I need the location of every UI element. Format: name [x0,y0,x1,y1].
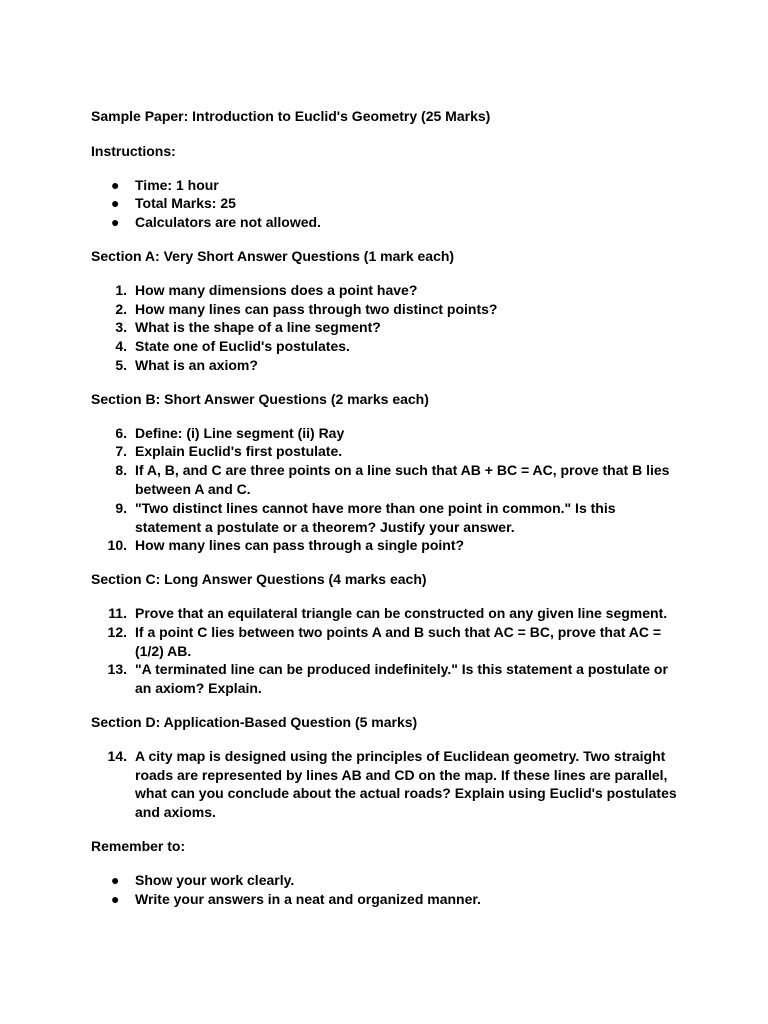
reminder-heading: Remember to: [91,837,186,854]
instructions-list [91,176,681,232]
reminder-list [91,871,681,909]
question-item [91,623,681,661]
reminder-text: Write your answers in a neat and organized manner. [135,890,481,907]
section-a-questions [91,281,681,375]
question-item [91,461,681,499]
question-text: Define: (i) Line segment (ii) Ray [135,424,345,441]
paper-title: Sample Paper: Introduction to Euclid's Geometry (25 Marks) [91,108,491,124]
section-c-questions [91,604,681,698]
question-item [91,747,681,822]
reminder-item [91,871,681,890]
question-text: How many dimensions does a point have? [135,281,418,298]
instruction-item [91,194,681,213]
reminder-text: Show your work clearly. [135,871,295,888]
bullet-icon: ● [111,871,120,888]
question-item [91,660,681,698]
question-item [91,604,681,623]
question-number: 12. [107,623,127,640]
question-number: 5. [115,356,127,373]
instruction-text: Total Marks: 25 [135,195,236,212]
question-number: 11. [108,604,127,621]
question-text: Explain Euclid's first postulate. [135,443,343,460]
question-text: If a point C lies between two points A and B such that AC = BC, prove that AC = (1/2) AB. [135,623,662,659]
question-item [91,281,681,300]
question-number: 3. [115,319,127,336]
question-number: 4. [115,338,127,355]
bullet-icon: ● [111,195,120,212]
reminder-item [91,890,681,909]
instruction-item [91,213,681,232]
question-number: 9. [115,499,127,516]
question-item [91,300,681,319]
question-item [91,536,681,555]
section-d-heading: Section D: Application-Based Question (5 marks) [91,713,418,730]
question-text: If A, B, and C are three points on a line such that AB + BC = AC, prove that B lies between A and C. [135,462,670,497]
question-text: How many lines can pass through two distinct points? [135,300,498,317]
question-text: "A terminated line can be produced indefinitely." Is this statement a postulate or an axiom? Explain. [135,661,668,697]
question-number: 13. [107,661,127,678]
section-c-heading: Section C: Long Answer Questions (4 marks each) [91,571,427,588]
question-text: "Two distinct lines cannot have more than one point in common." Is this statement a postulate or a theorem? Justify your answer. [135,499,616,535]
instruction-text: Time: 1 hour [135,176,219,193]
question-number: 14. [107,747,127,764]
question-text: A city map is designed using the principles of Euclidean geometry. Two straight roads are represented by lines AB and CD on the map. If these lines are parallel, what can you conclude about the actual roads? Explain using Euclid's postulates and axioms. [135,747,677,821]
question-text: Prove that an equilateral triangle can be constructed on any given line segment. [135,604,668,621]
bullet-icon: ● [111,890,120,907]
question-text: What is the shape of a line segment? [135,319,381,336]
question-item [91,337,681,356]
instruction-item [91,176,681,195]
section-d-questions [91,747,681,822]
question-item [91,356,681,375]
document-page [91,107,681,908]
question-item [91,318,681,337]
section-a-heading: Section A: Very Short Answer Questions (1 mark each) [91,247,455,264]
instructions-heading: Instructions: [91,142,176,159]
question-number: 2. [115,300,127,317]
question-number: 7. [115,443,127,460]
question-item [91,442,681,461]
section-b-questions [91,424,681,556]
question-text: How many lines can pass through a single point? [135,537,465,554]
question-number: 1. [115,281,127,298]
question-item [91,424,681,443]
question-number: 8. [115,462,127,479]
question-number: 6. [115,424,127,441]
instruction-text: Calculators are not allowed. [135,214,321,231]
bullet-icon: ● [111,176,120,193]
question-text: What is an axiom? [135,356,258,373]
question-number: 10. [107,537,127,554]
question-item [91,499,681,537]
bullet-icon: ● [111,214,120,231]
question-text: State one of Euclid's postulates. [135,338,350,355]
section-b-heading: Section B: Short Answer Questions (2 marks each) [91,390,429,407]
